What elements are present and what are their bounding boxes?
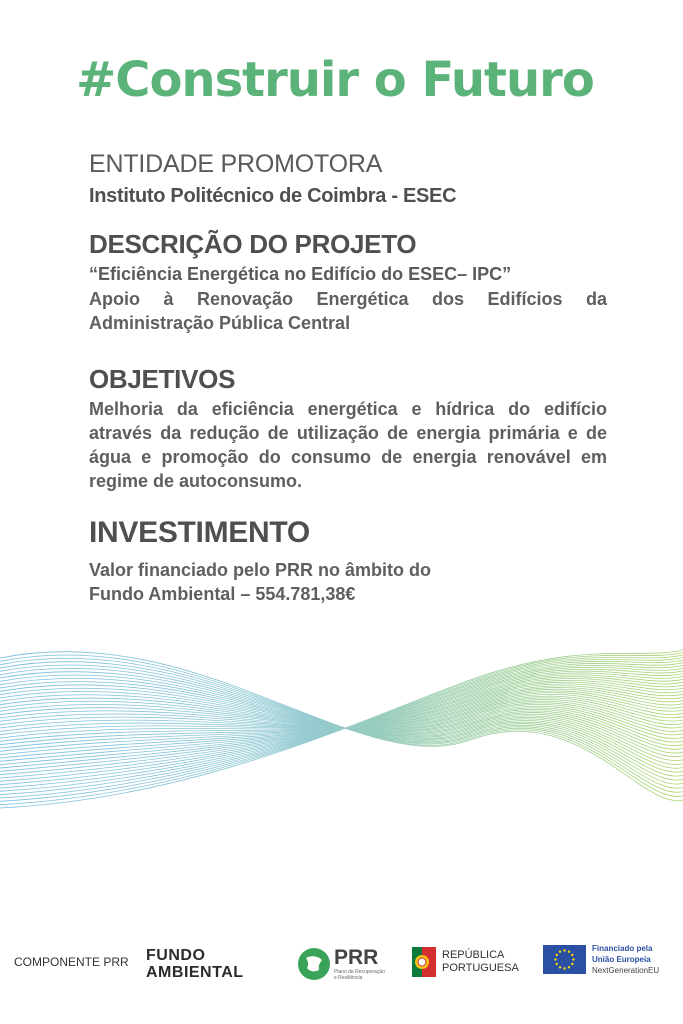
investment-line-2: Fundo Ambiental – 554.781,38€ bbox=[89, 584, 356, 604]
eu-line-3: NextGenerationEU bbox=[592, 966, 660, 975]
eu-star-icon bbox=[556, 954, 558, 956]
footer-logos bbox=[0, 935, 683, 995]
eu-line-1: Financiado pela bbox=[592, 944, 653, 953]
prr-logo-icon bbox=[297, 947, 331, 981]
eu-text bbox=[592, 943, 659, 976]
fundo-line-2: AMBIENTAL bbox=[146, 964, 244, 981]
prr-title: PRR bbox=[334, 946, 379, 969]
objectives-heading: OBJETIVOS bbox=[89, 364, 236, 394]
eu-star-icon bbox=[572, 958, 574, 960]
prr-subtitle: Plano de Recuperação e Resiliência bbox=[334, 969, 385, 981]
prr-text bbox=[334, 947, 389, 981]
eu-star-icon bbox=[568, 951, 570, 953]
objectives-section bbox=[89, 364, 607, 493]
wave-line bbox=[0, 686, 683, 752]
eu-star-icon bbox=[571, 954, 573, 956]
eu-star-icon bbox=[559, 966, 561, 968]
eu-star-icon bbox=[559, 951, 561, 953]
eu-star-icon bbox=[563, 949, 565, 951]
promoter-name: Instituto Politécnico de Coimbra - ESEC bbox=[89, 185, 457, 207]
republica-line-2: PORTUGUESA bbox=[442, 962, 519, 974]
component-label: COMPONENTE PRR bbox=[14, 955, 129, 969]
eu-star-icon bbox=[563, 967, 565, 969]
portugal-coat-of-arms-icon bbox=[410, 945, 438, 981]
promoter-heading: ENTIDADE PROMOTORA bbox=[89, 150, 383, 178]
description-heading: DESCRIÇÃO DO PROJETO bbox=[89, 229, 417, 259]
promoter-section bbox=[89, 150, 607, 208]
description-section bbox=[89, 229, 607, 335]
investment-heading: INVESTIMENTO bbox=[89, 516, 310, 549]
eu-star-icon bbox=[556, 963, 558, 965]
eu-star-icon bbox=[571, 963, 573, 965]
decorative-waves bbox=[0, 590, 683, 920]
wave-line bbox=[0, 669, 683, 781]
headline: #Construir o Futuro bbox=[76, 52, 594, 108]
description-line: Apoio à Renovação Energética dos Edifícios da Administração Pública Central bbox=[89, 289, 607, 333]
fundo-ambiental-logo bbox=[146, 947, 244, 981]
wave-line bbox=[0, 675, 683, 771]
objectives-text: Melhoria da eficiência energética e hídrica do edifício através da redução de utilização de energia primária e de água e promoção do consumo de energia renovável em regime de autoconsumo. bbox=[89, 399, 607, 491]
eu-line-2: União Europeia bbox=[592, 955, 651, 964]
investment-line-1: Valor financiado pelo PRR no âmbito do bbox=[89, 560, 432, 580]
republica-line-1: REPÚBLICA bbox=[442, 949, 505, 961]
eu-flag-icon bbox=[543, 945, 586, 974]
republica-text bbox=[442, 949, 519, 975]
project-title: “Eficiência Energética no Edifício do ESEC– IPC” bbox=[89, 264, 512, 284]
fundo-line-1: FUNDO bbox=[146, 947, 206, 964]
eu-star-icon bbox=[568, 966, 570, 968]
eu-star-icon bbox=[554, 958, 556, 960]
